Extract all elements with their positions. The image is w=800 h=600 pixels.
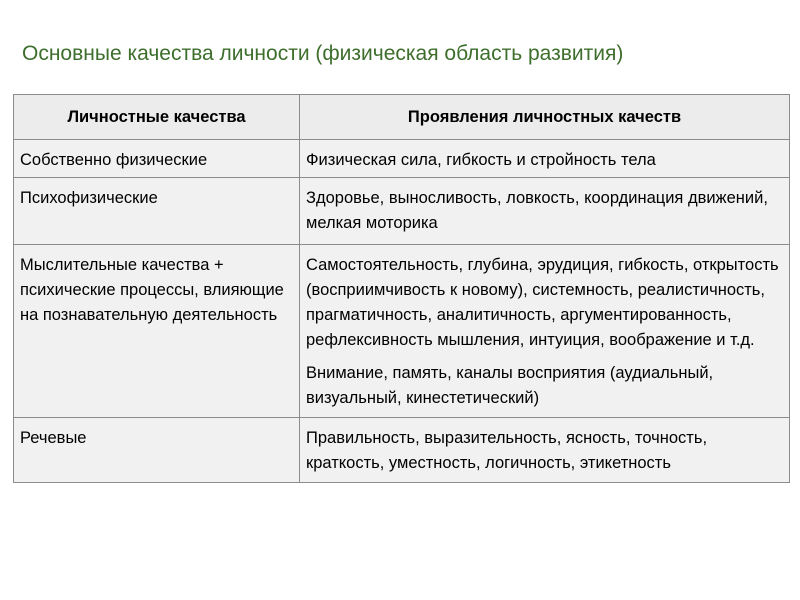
quality-cell: Речевые [14, 418, 300, 483]
table-row [14, 418, 790, 483]
manifestation-text: Здоровье, выносливость, ловкость, координация движений, мелкая моторика [306, 189, 768, 232]
table-row [14, 178, 790, 245]
manifestation-text: Правильность, выразительность, ясность, точность, краткость, уместность, логичность, этикетность [306, 429, 708, 472]
manifestation-text: Самостоятельность, глубина, эрудиция, гибкость, открытость (восприимчивость к новому), системность, реалистичность, прагматичность, аналитичность, аргументированность, рефлексивность мышления, интуиция, воображение и т.д. [306, 256, 779, 349]
manifestation-cell [300, 245, 790, 418]
table-header-row [14, 95, 790, 140]
quality-cell: Мыслительные качества + психические процессы, влияющие на познавательную деятельность [14, 245, 300, 418]
column-header-manifestations: Проявления личностных качеств [300, 95, 790, 140]
page-title: Основные качества личности (физическая область развития) [22, 42, 624, 65]
quality-cell: Психофизические [14, 178, 300, 245]
qualities-table [13, 94, 790, 483]
manifestation-cell [300, 178, 790, 245]
manifestation-text: Физическая сила, гибкость и стройность тела [306, 151, 656, 169]
manifestation-cell [300, 418, 790, 483]
manifestation-cell [300, 140, 790, 178]
column-header-qualities: Личностные качества [14, 95, 300, 140]
table-row [14, 245, 790, 418]
table-row [14, 140, 790, 178]
manifestation-text: Внимание, память, каналы восприятия (аудиальный, визуальный, кинестетический) [306, 364, 714, 407]
quality-cell: Собственно физические [14, 140, 300, 178]
